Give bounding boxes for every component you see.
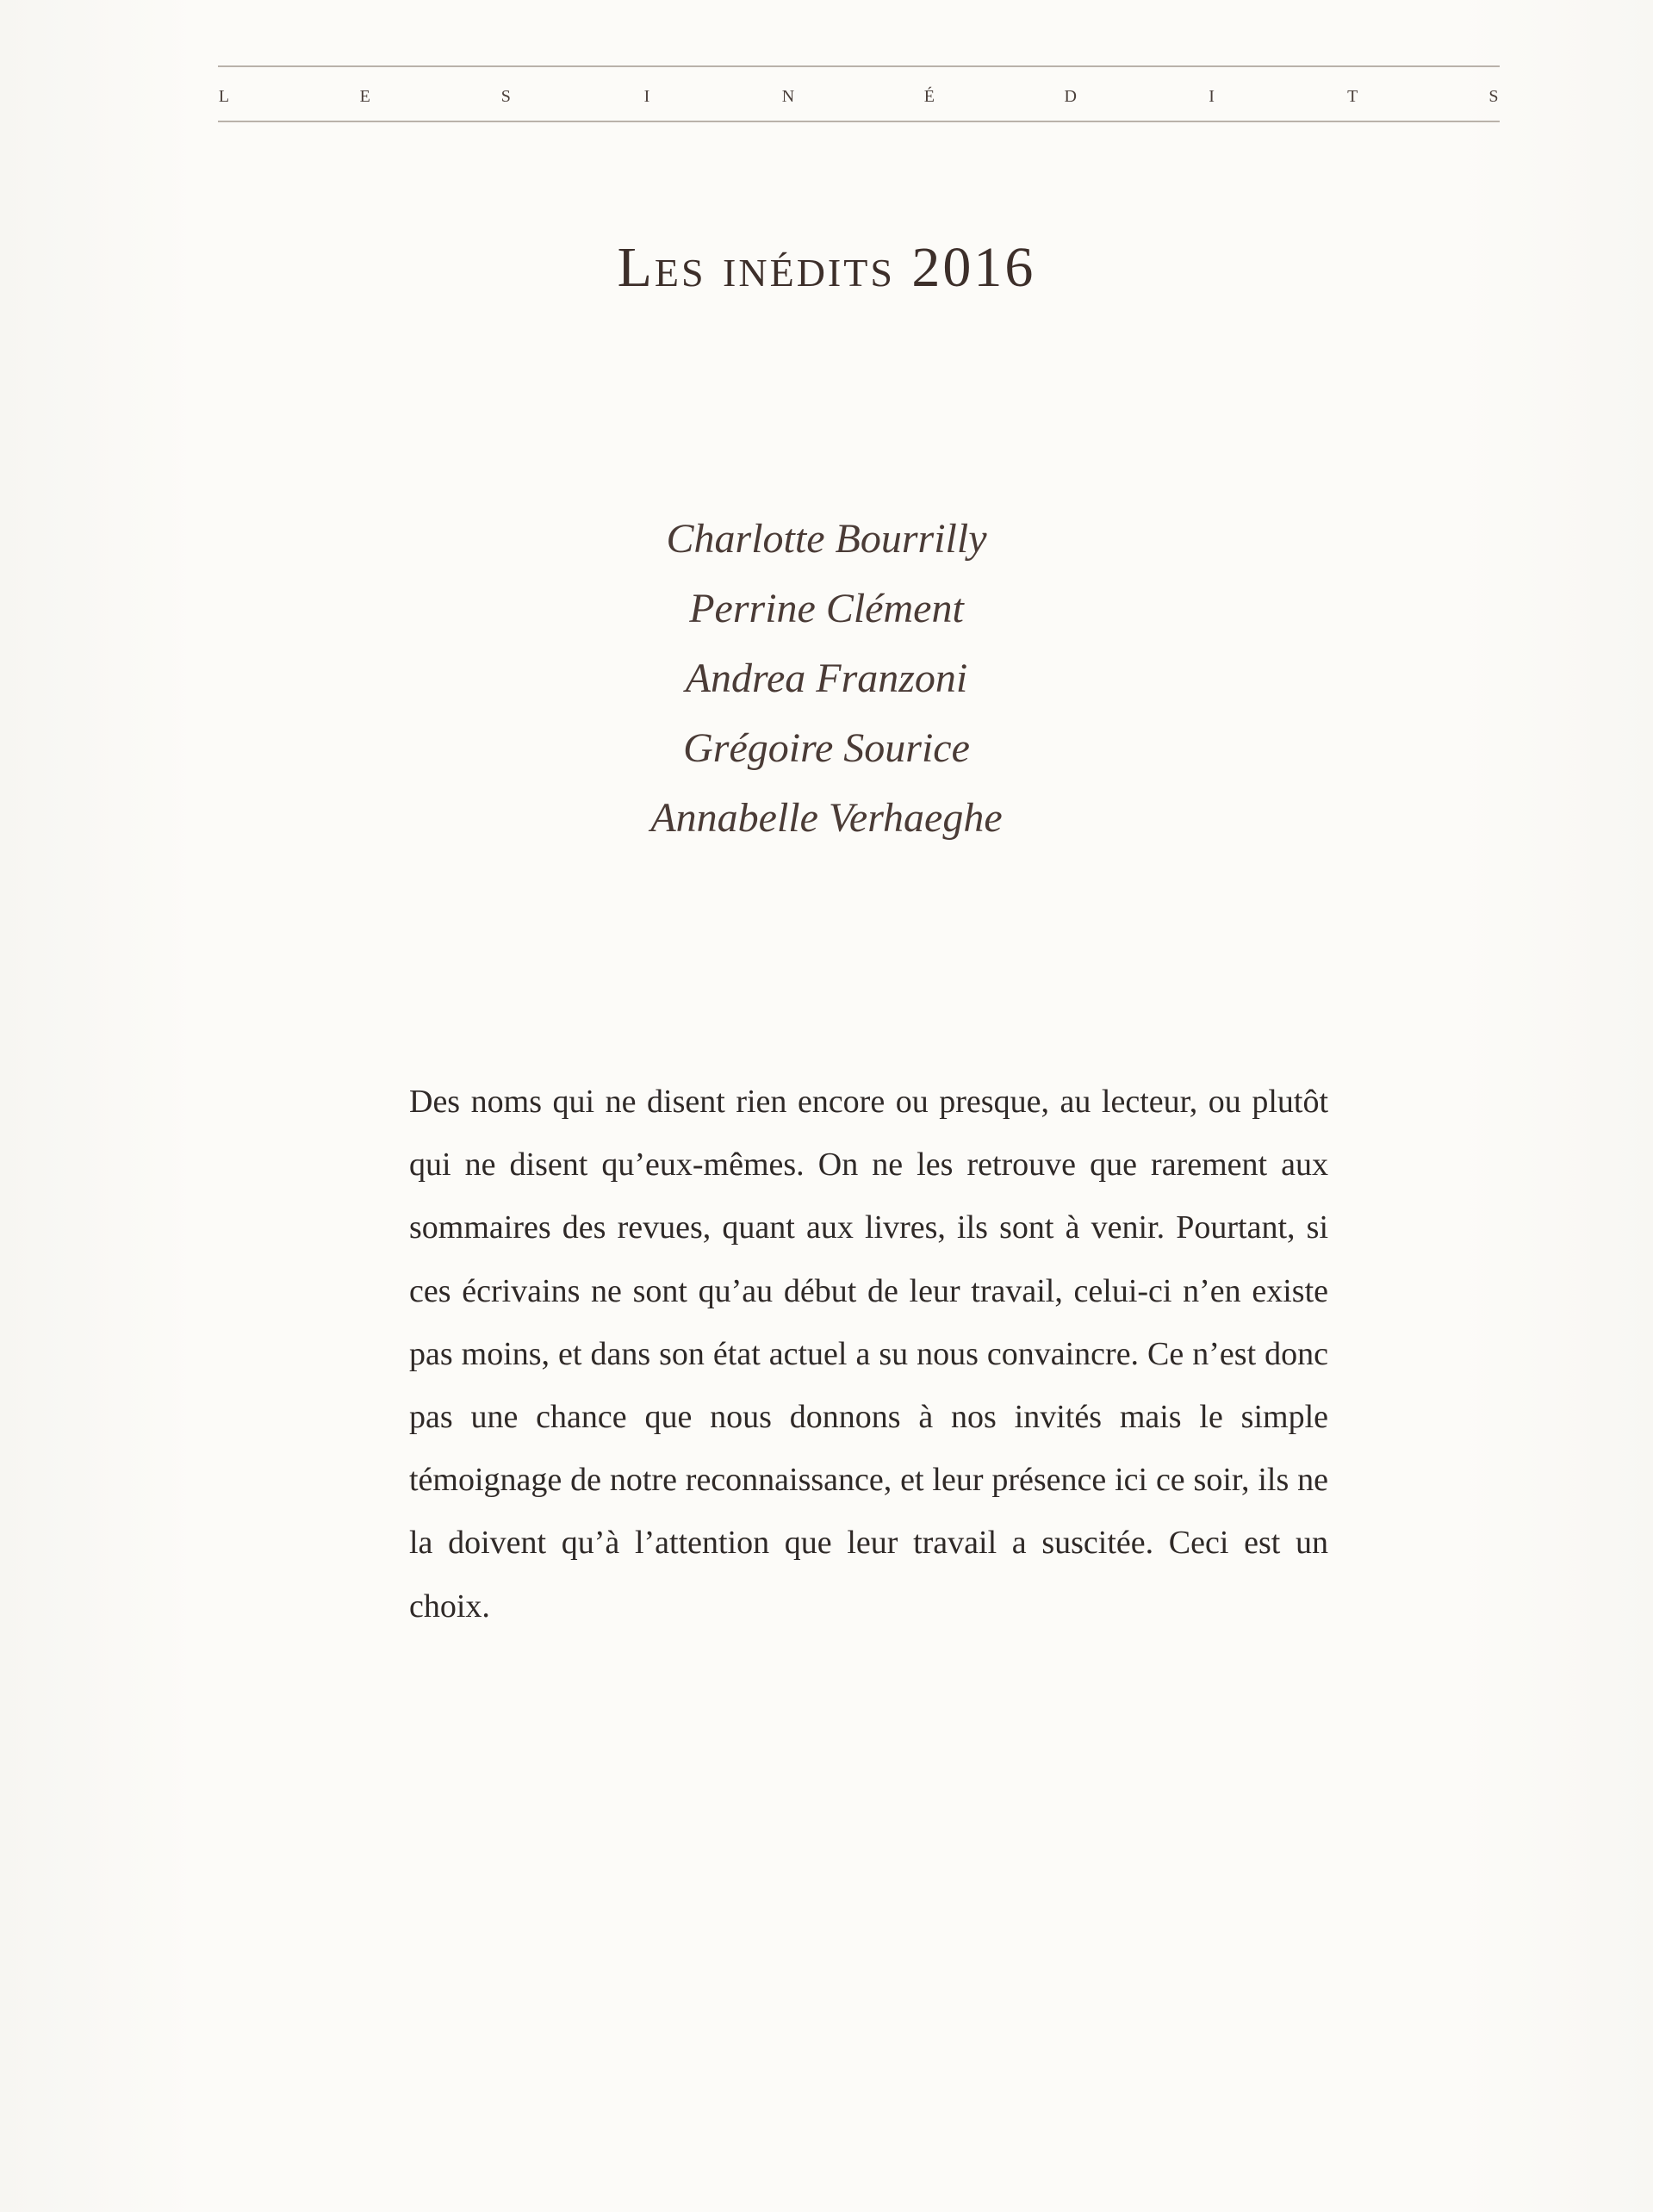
- running-header-letters: [218, 88, 1500, 105]
- author-name: Andrea Franzoni: [685, 656, 968, 701]
- author-name: Charlotte Bourrilly: [666, 516, 987, 562]
- header-letter: S: [1488, 87, 1499, 106]
- header-letter: D: [1064, 87, 1077, 106]
- header-letter: I: [643, 87, 650, 106]
- intro-paragraph: Des noms qui ne disent rien encore ou presque, au lecteur, ou plutôt qui ne disent qu’eux-mêmes. On ne les retrouve que rarement aux sommaires des revues, quant aux livres, ils sont à venir. Pourtant, si ces écrivains ne sont qu’au début de leur travail, celui-ci n’en existe pas moins, et dans son état actuel a su nous convaincre. Ce n’est donc pas une chance que nous donnons à nos invités mais le simple témoignage de notre reconnaissance, et leur présence ici ce soir, ils ne la doivent qu’à l’attention que leur travail a suscitée. Ceci est un choix.: [409, 1084, 1328, 1625]
- running-header: [218, 65, 1500, 124]
- author-list: [0, 504, 1653, 853]
- header-top-rule: [218, 65, 1500, 67]
- header-letter: S: [500, 87, 511, 106]
- page-title: Les inédits 2016: [617, 236, 1036, 299]
- author-name: Perrine Clément: [689, 586, 964, 631]
- author-name: Annabelle Verhaeghe: [650, 795, 1003, 841]
- author-name: Grégoire Sourice: [683, 725, 970, 771]
- header-letter: E: [359, 87, 370, 106]
- header-letter: L: [218, 87, 230, 106]
- header-letter: I: [1209, 87, 1215, 106]
- header-letter: T: [1347, 87, 1358, 106]
- header-letter: É: [923, 87, 935, 106]
- header-bottom-rule: [218, 121, 1500, 122]
- header-letter: N: [781, 87, 795, 106]
